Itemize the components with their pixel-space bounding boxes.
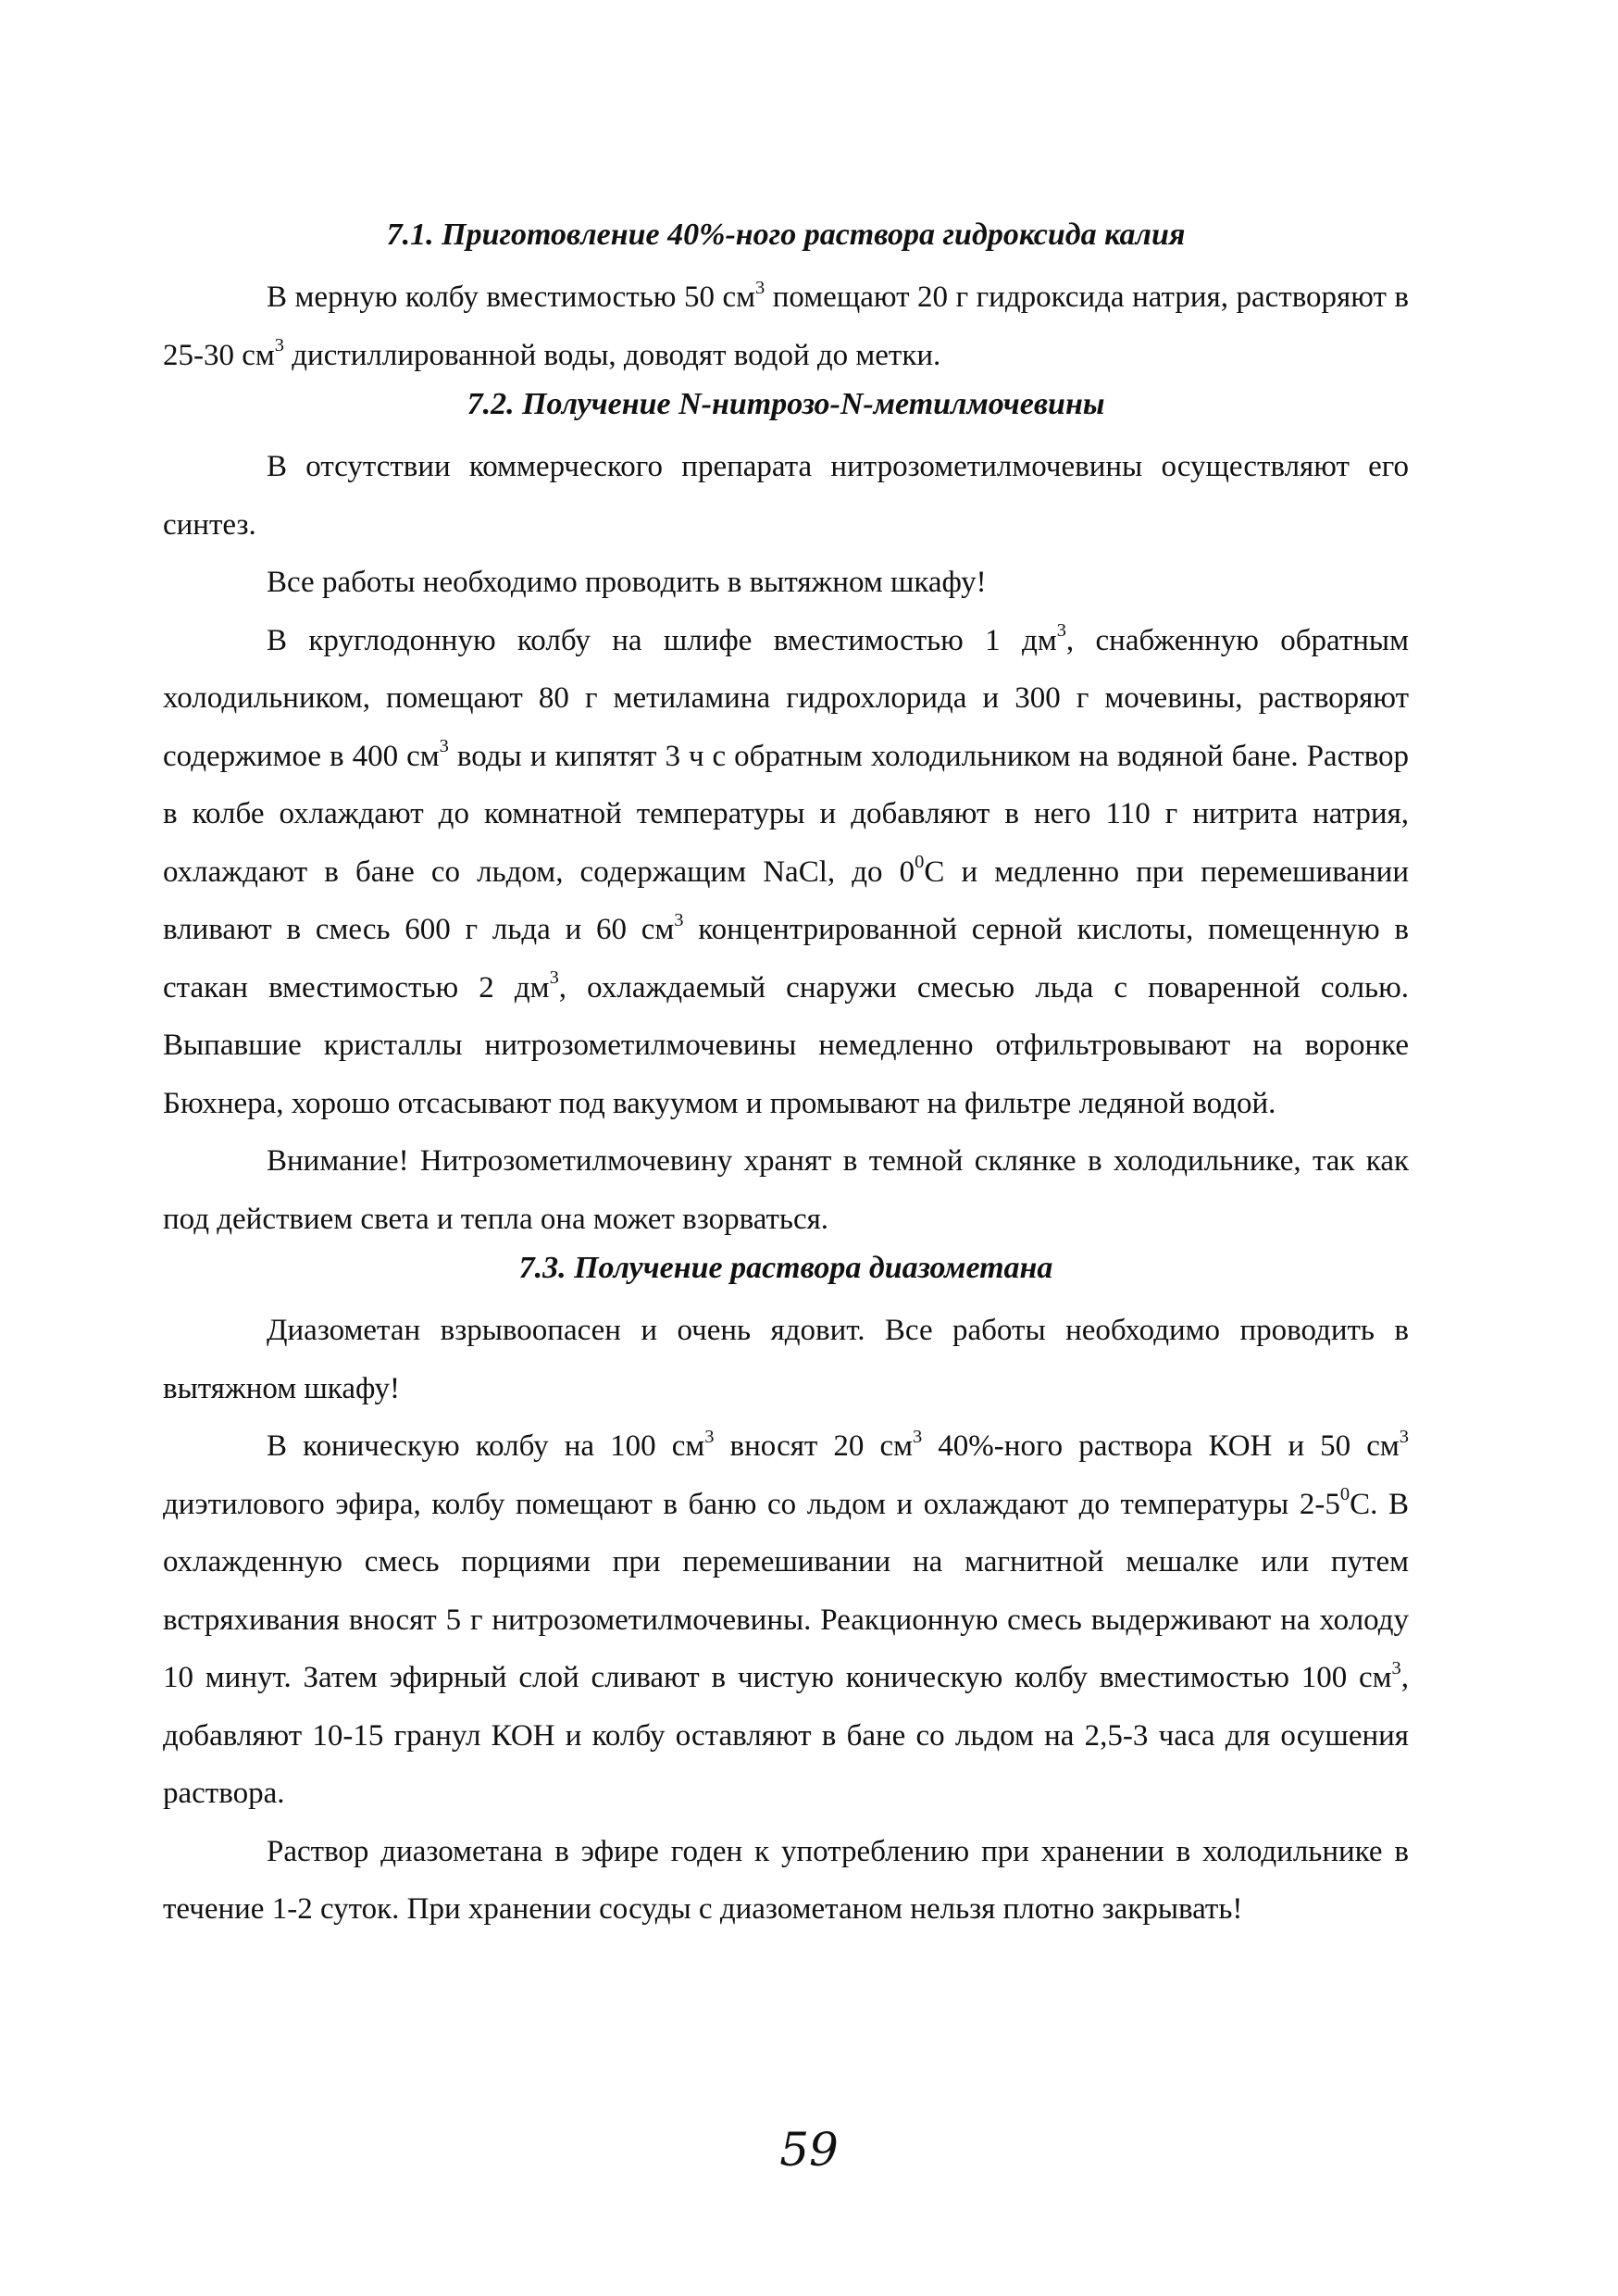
text-run: Все работы необходимо проводить в вытяжном шкафу!: [267, 566, 987, 599]
text-run: диэтилового эфира, колбу помещают в баню со льдом и охлаждают до температуры 2-5: [163, 1487, 1340, 1521]
text-run: Раствор диазометана в эфире годен к употреблению при хранении в холодильнике в течение 1-2 суток. При хранении сосуды с диазометаном нельзя плотно закрывать!: [163, 1834, 1409, 1926]
page-body: [163, 215, 1409, 1939]
paragraph: [163, 438, 1409, 554]
superscript: 3: [755, 277, 765, 298]
text-run: Диазометан взрывоопасен и очень ядовит. Все работы необходимо проводить в вытяжном шкафу!: [163, 1314, 1409, 1405]
superscript: 3: [704, 1426, 715, 1447]
superscript: 0: [1339, 1484, 1350, 1505]
text-run: , охлаждаемый снаружи смесью льда с поваренной солью. Выпавшие кристаллы нитрозометилмочевины немедленно отфильтровывают на воронке Бюхнера, хорошо отсасывают под вакуумом и промывают на фильтре ледяной водой.: [163, 970, 1409, 1120]
superscript: 3: [674, 909, 684, 930]
superscript: 3: [1399, 1426, 1409, 1447]
superscript: 3: [1056, 620, 1066, 642]
paragraph: [163, 612, 1409, 1133]
text-run: 40%-ного раствора КОН и 50 см: [922, 1429, 1400, 1463]
text-run: , добавляют 10-15 гранул КОН и колбу оставляют в бане со льдом на 2,5-3 часа для осушения раствора.: [163, 1661, 1409, 1810]
paragraph: [163, 1302, 1409, 1417]
superscript: 3: [913, 1426, 923, 1447]
text-run: С. В охлажденную смесь порциями при перемешивании на магнитной мешалке или путем встряхивания вносят 5 г нитрозометилмочевины. Реакционную смесь выдерживают на холоду 10 минут. Затем эфирный слой сливают в чистую коническую колбу вместимостью 100 см: [163, 1487, 1409, 1694]
text-run: концентрированной серной кислоты, помещенную в стакан вместимостью 2 дм: [163, 913, 1409, 1004]
paragraph: [163, 1823, 1409, 1939]
text-run: В мерную колбу вместимостью 50 см: [267, 281, 756, 314]
text-run: , снабженную обратным холодильником, помещают 80 г метиламина гидрохлорида и 300 г мочевины, растворяют содержимое в 400 см: [163, 623, 1409, 773]
text-run: вносят 20 см: [714, 1429, 914, 1463]
text-run: В круглодонную колбу на шлифе вместимостью 1 дм: [267, 623, 1057, 657]
text-run: воды и кипятят 3 ч с обратным холодильником на водяной бане. Раствор в колбе охлаждают до комнатной температуры и добавляют в него 110 г нитрита натрия, охлаждают в бане со льдом, содержащим NaCl, до 0: [163, 739, 1409, 889]
paragraph: [163, 268, 1409, 384]
text-run: В отсутствии коммерческого препарата нитрозометилмочевины осуществляют его синтез.: [163, 450, 1409, 542]
superscript: 0: [915, 852, 925, 873]
section-heading: 7.2. Получение N-нитрозо-N-метилмочевины: [467, 387, 1105, 421]
superscript: 3: [1391, 1657, 1401, 1678]
superscript: 3: [274, 335, 284, 356]
paragraph: [163, 1132, 1409, 1248]
superscript: 3: [549, 967, 559, 989]
page-number: 59: [779, 2123, 839, 2177]
paragraph: [163, 554, 1409, 612]
section-heading: 7.3. Получение раствора диазометана: [518, 1251, 1053, 1285]
text-run: помещают 20 г гидроксида натрия, растворяют в 25-30 см: [163, 281, 1409, 372]
text-run: Внимание! Нитрозометилмочевину хранят в темной склянке в холодильнике, так как под действием света и тепла она может взорваться.: [163, 1144, 1409, 1236]
paragraph: [163, 1417, 1409, 1823]
text-run: дистиллированной воды, доводят водой до метки.: [284, 338, 941, 372]
superscript: 3: [439, 736, 449, 757]
text-run: В коническую колбу на 100 см: [267, 1429, 705, 1463]
section-heading: 7.1. Приготовление 40%-ного раствора гидроксида калия: [386, 218, 1186, 252]
text-run: С и медленно при перемешивании вливают в смесь 600 г льда и 60 см: [163, 855, 1409, 946]
